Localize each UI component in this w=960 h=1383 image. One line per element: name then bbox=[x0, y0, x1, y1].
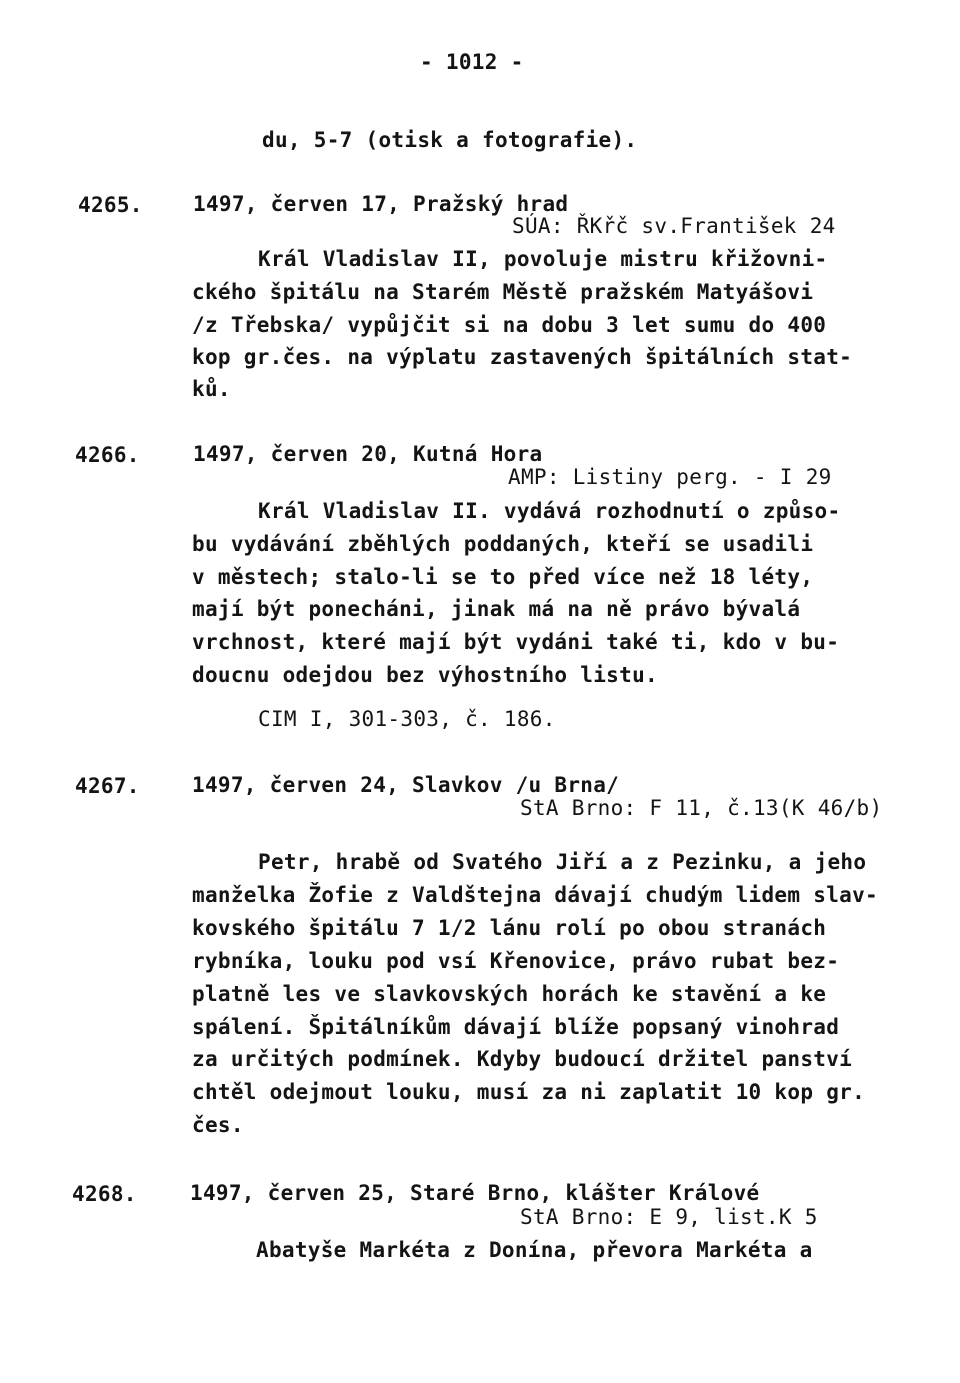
entry-text-line: Abatyše Markéta z Donína, převora Markéta a bbox=[256, 1238, 813, 1262]
entry-text-line: čes. bbox=[192, 1113, 244, 1137]
entry-text-line: kovského špitálu 7 1/2 lánu rolí po obou stranách bbox=[192, 916, 827, 940]
entry-text-line: manželka Žofie z Valdštejna dávají chudým lidem slav- bbox=[192, 883, 878, 907]
entry-text-line: spálení. Špitálníkům dávají blíže popsaný vinohrad bbox=[192, 1015, 840, 1039]
entry-text-line: ků. bbox=[192, 377, 231, 401]
entry-text-line: rybníka, louku pod vsí Křenovice, právo rubat bez- bbox=[192, 949, 840, 973]
entry-source: StA Brno: F 11, č.13(K 46/b) bbox=[520, 796, 883, 820]
entry-date-place: 1497, červen 25, Staré Brno, klášter Králové bbox=[190, 1181, 760, 1205]
entry-text-line: vrchnost, které mají být vydáni také ti, kdo v bu- bbox=[192, 630, 840, 654]
entry-text-line: Petr, hrabě od Svatého Jiří a z Pezinku, a jeho bbox=[258, 850, 867, 874]
entry-text-line: doucnu odejdou bez výhostního listu. bbox=[192, 663, 658, 687]
entry-text-line: Král Vladislav II, povoluje mistru křižovni- bbox=[258, 247, 828, 271]
entry-reference: CIM I, 301-303, č. 186. bbox=[258, 707, 556, 731]
entry-text-line: Král Vladislav II. vydává rozhodnutí o způso- bbox=[258, 499, 841, 523]
entry-date-place: 1497, červen 20, Kutná Hora bbox=[193, 442, 543, 466]
entry-text-line: bu vydávání zběhlých poddaných, kteří se usadili bbox=[192, 532, 814, 556]
entry-text-line: mají být ponecháni, jinak má na ně právo bývalá bbox=[192, 597, 801, 621]
entry-text-line: kop gr.čes. na výplatu zastavených špitálních stat- bbox=[192, 345, 853, 369]
entry-number: 4266. bbox=[75, 443, 140, 467]
entry-text-line: /z Třebska/ vypůjčit si na dobu 3 let sumu do 400 bbox=[192, 313, 827, 337]
entry-text-line: platně les ve slavkovských horách ke stavění a ke bbox=[192, 982, 827, 1006]
entry-number: 4265. bbox=[78, 193, 143, 217]
entry-text-line: ckého špitálu na Starém Městě pražském Matyášovi bbox=[192, 280, 814, 304]
entry-text-line: za určitých podmínek. Kdyby budoucí držitel panství bbox=[192, 1047, 853, 1071]
page-number: - 1012 - bbox=[420, 50, 524, 74]
entry-date-place: 1497, červen 17, Pražský hrad bbox=[193, 192, 569, 216]
entry-source: AMP: Listiny perg. - I 29 bbox=[508, 465, 832, 489]
continuation-line: du, 5-7 (otisk a fotografie). bbox=[262, 128, 638, 152]
entry-source: SÚA: ŘKřč sv.František 24 bbox=[512, 214, 836, 238]
entry-text-line: chtěl odejmout louku, musí za ni zaplatit 10 kop gr. bbox=[192, 1080, 866, 1104]
entry-source: StA Brno: E 9, list.K 5 bbox=[520, 1205, 818, 1229]
entry-date-place: 1497, červen 24, Slavkov /u Brna/ bbox=[192, 773, 620, 797]
entry-number: 4267. bbox=[75, 774, 140, 798]
entry-text-line: v městech; stalo-li se to před více než 18 léty, bbox=[192, 565, 814, 589]
entry-number: 4268. bbox=[72, 1182, 137, 1206]
